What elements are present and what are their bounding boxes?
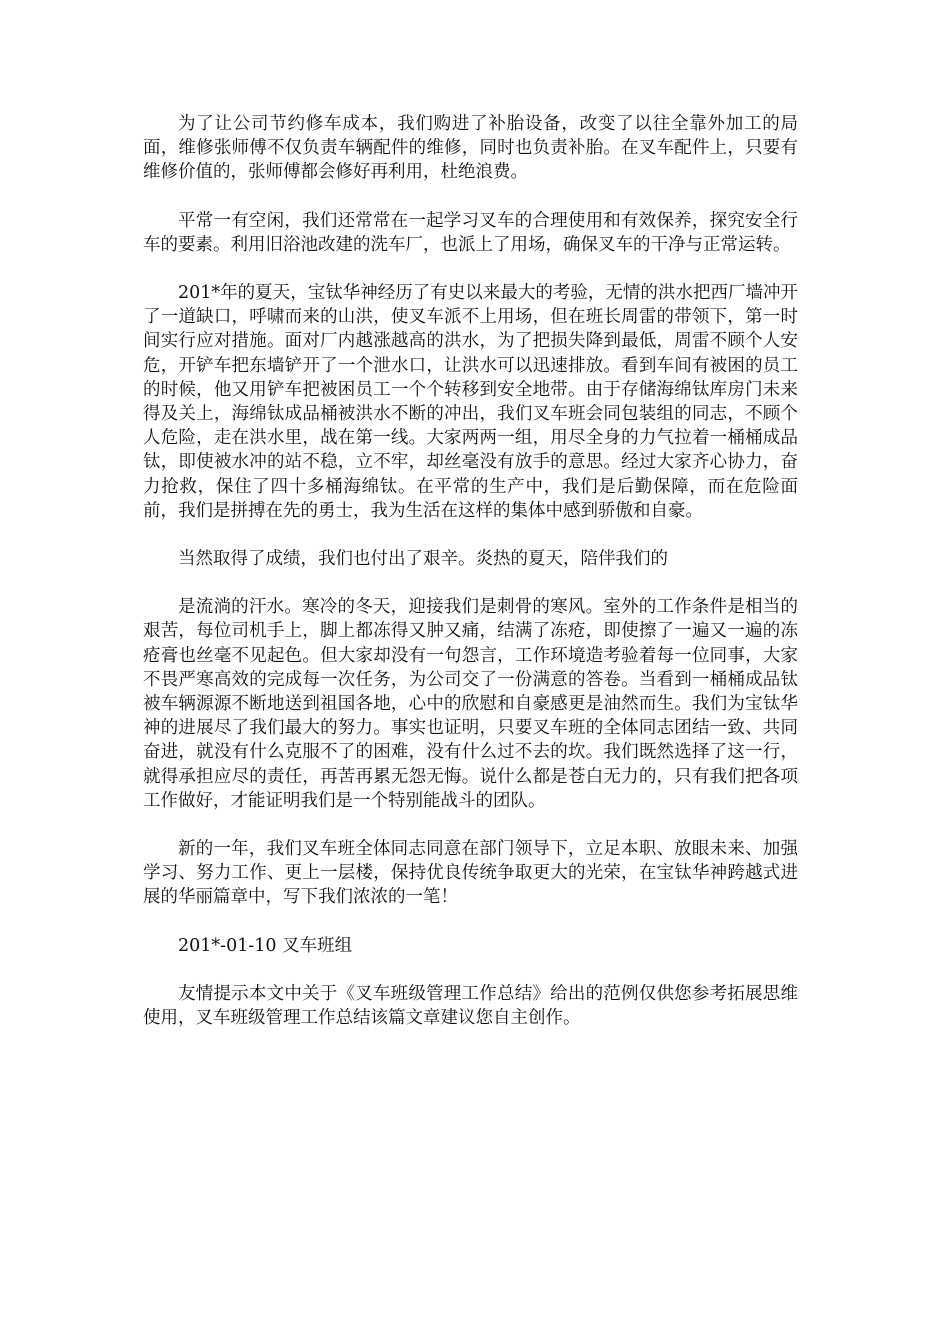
paragraph-flood-rescue: 201*年的夏天，宝钛华神经历了有史以来最大的考验，无情的洪水把西厂墙冲开了一道缺口，呼啸而来的山洪，使叉车派不上用场，但在班长周雷的带领下，第一时间实行应对措施。面对厂内越涨越高的洪水，为了把损失降到最低，周雷不顾个人安危，开铲车把东墙铲开了一个泄水口，让洪水可以迅速排放。看到车间有被困的员工的时候，他又用铲车把被困员工一个个转移到安全地带。由于存储海绵钛库房门未来得及关上，海绵钛成品桶被洪水不断的冲出，我们叉车班会同包装组的同志，不顾个人危险，走在洪水里，战在第一线。大家两两一组，用尽全身的力气拉着一桶桶成品钛，即使被水冲的站不稳，立不牢，却丝毫没有放手的意思。经过大家齐心协力，奋力抢救，保住了四十多桶海绵钛。在平常的生产中，我们是后勤保障，而在危险面前，我们是拼搏在先的勇士，我为生活在这样的集体中感到骄傲和自豪。 [143, 283, 798, 521]
paragraph-hardship-body: 是流淌的汗水。寒冷的冬天，迎接我们是刺骨的寒风。室外的工作条件是相当的艰苦，每位司机手上，脚上都冻得又肿又痛，结满了冻疮，即使擦了一遍又一遍的冻疮膏也丝毫不见起色。但大家却没有一句怨言，工作环境造考验着每一位同事，大家不畏严寒高效的完成每一次任务，为公司交了一份满意的答卷。当看到一桶桶成品钛被车辆源源不断地送到祖国各地，心中的欣慰和自豪感更是油然而生。我们为宝钛华神的进展尽了我们最大的努力。事实也证明，只要叉车班的全体同志团结一致、共同奋进，就没有什么克服不了的困难，没有什么过不去的坎。我们既然选择了这一行，就得承担应尽的责任，再苦再累无怨无悔。说什么都是苍白无力的，只有我们把各项工作做好，才能证明我们是一个特别能战斗的团队。 [143, 597, 798, 811]
paragraph-date-signature: 201*-01-10 叉车班组 [178, 935, 353, 956]
document-body [143, 112, 798, 1030]
paragraph-new-year: 新的一年，我们叉车班全体同志同意在部门领导下，立足本职、放眼未来、加强学习、努力工作、更上一层楼，保持优良传统争取更大的光荣，在宝钛华神跨越式进展的华丽篇章中，写下我们浓浓的一笔！ [143, 839, 798, 908]
paragraph-repair-savings: 为了让公司节约修车成本，我们购进了补胎设备，改变了以往全靠外加工的局面，维修张师傅不仅负责车辆配件的维修，同时也负责补胎。在叉车配件上，只要有维修价值的，张师傅都会修好再利用，杜绝浪费。 [143, 114, 798, 183]
paragraph-maintenance-study: 平常一有空闲，我们还常常在一起学习叉车的合理使用和有效保养，探究安全行车的要素。利用旧浴池改建的洗车厂，也派上了用场，确保叉车的干净与正常运转。 [143, 210, 798, 255]
paragraph-disclaimer: 友情提示本文中关于《叉车班级管理工作总结》给出的范例仅供您参考拓展思维使用，叉车班级管理工作总结该篇文章建议您自主创作。 [143, 983, 798, 1029]
paragraph-hardship-intro: 当然取得了成绩，我们也付出了艰辛。炎热的夏天，陪伴我们的 [178, 549, 668, 570]
